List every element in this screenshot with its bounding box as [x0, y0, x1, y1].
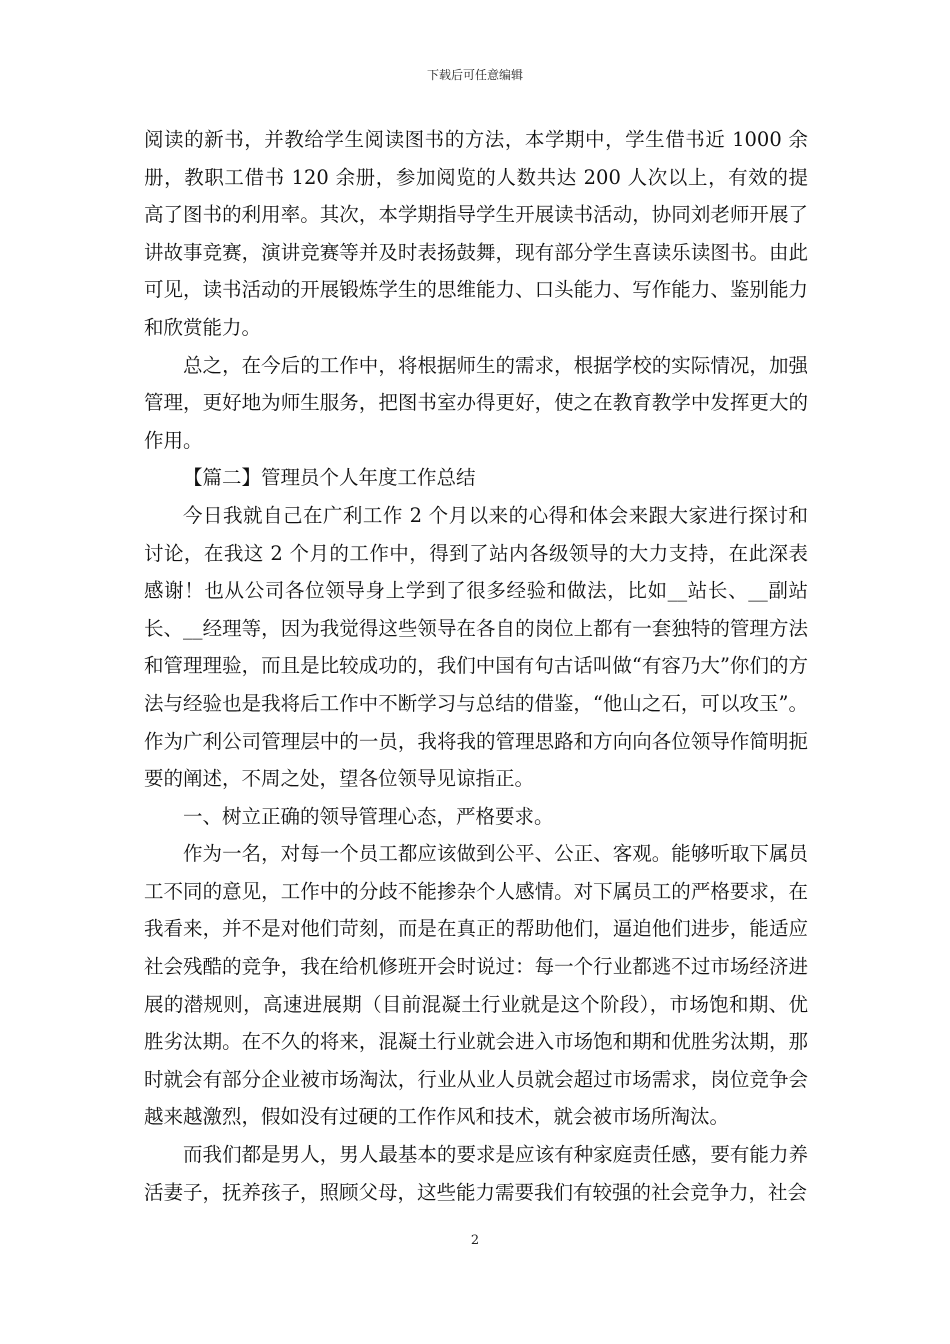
- section-heading: 【篇二】管理员个人年度工作总结: [183, 466, 476, 490]
- paragraph-1: 阅读的新书，并教给学生阅读图书的方法，本学期中，学生借书近 1000 余册，教职工借书 120 余册，参加阅览的人数共达 200 人次以上，有效的提高了图书的利用率。其次，本学期指导学生开展读书活动，协同刘老师开展了讲故事竞赛，演讲竞赛等并及时表扬鼓舞，现有部分学生喜读乐读图书。由此可见，读书活动的开展锻炼学生的思维能力、口头能力、写作能力、鉴别能力和欣赏能力。: [144, 128, 808, 339]
- page-number: 2: [470, 1233, 480, 1248]
- subheading-1: 一、树立正确的领导管理心态，严格要求。: [183, 804, 554, 828]
- document-body: [144, 121, 808, 1211]
- paragraph-3: 今日我就自己在广利工作 2 个月以来的心得和体会来跟大家进行探讨和讨论，在我这 2 个月的工作中，得到了站内各级领导的大力支持，在此深表感谢！也从公司各位领导身上学到了很多经验和做法，比如__站长、__副站长、__经理等，因为我觉得这些领导在各自的岗位上都有一套独特的管理方法和管理理验，而且是比较成功的，我们中国有句古话叫做“有容乃大”你们的方法与经验也是我将后工作中不断学习与总结的借鉴，“他山之石，可以攻玉”。作为广利公司管理层中的一员，我将我的管理思路和方向向各位领导作简明扼要的阐述，不周之处，望各位领导见谅指正。: [144, 503, 808, 791]
- page-header: 下载后可任意编辑: [426, 68, 523, 82]
- paragraph-2: 总之，在今后的工作中，将根据师生的需求，根据学校的实际情况，加强管理，更好地为师生服务，把图书室办得更好，使之在教育教学中发挥更大的作用。: [144, 353, 808, 452]
- paragraph-4: 作为一名，对每一个员工都应该做到公平、公正、客观。能够听取下属员工不同的意见，工作中的分歧不能掺杂个人感情。对下属员工的严格要求，在我看来，并不是对他们苛刻，而是在真正的帮助他们，逼迫他们进步，能适应社会残酷的竞争，我在给机修班开会时说过：每一个行业都逃不过市场经济进展的潜规则，高速进展期（目前混凝土行业就是这个阶段），市场饱和期、优胜劣汰期。在不久的将来，混凝土行业就会进入市场饱和期和优胜劣汰期，那时就会有部分企业被市场淘汰，行业从业人员就会超过市场需求，岗位竞争会越来越激烈，假如没有过硬的工作作风和技术，就会被市场所淘汰。: [144, 842, 808, 1129]
- paragraph-5: 而我们都是男人，男人最基本的要求是应该有种家庭责任感，要有能力养活妻子，抚养孩子，照顾父母，这些能力需要我们有较强的社会竞争力，社会: [144, 1143, 808, 1204]
